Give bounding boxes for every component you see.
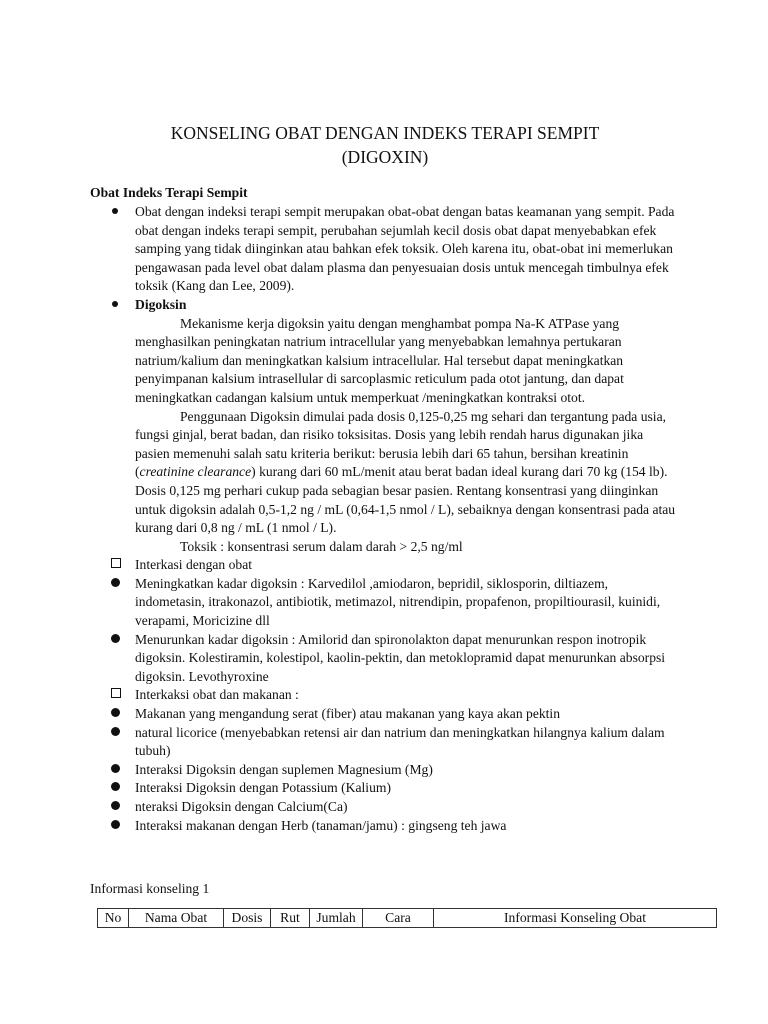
table-header-cell: Informasi Konseling Obat (434, 909, 717, 928)
list-item-interaksi-makanan (90, 686, 680, 705)
list-item-digoksin (90, 296, 680, 556)
bullet-icon (110, 296, 130, 315)
table-header-row (98, 909, 717, 928)
page-title (90, 121, 680, 169)
checkbox-icon (110, 556, 130, 575)
list-item: nteraksi Digoksin dengan Calcium(Ca) (90, 798, 680, 817)
list-item: Interaksi Digoksin dengan suplemen Magnesium (Mg) (90, 761, 680, 780)
paragraph-intro: Obat dengan indeksi terapi sempit merupakan obat-obat dengan batas keamanan yang sempit. Pada obat dengan indeks terapi sempit, perubahan sejumlah kecil dosis obat dapat menyebabkan efek samping yang tidak diinginkan atau bahkan efek toksik. Oleh karena itu, obat-obat ini memerlukan pengawasan pada level obat dalam plasma dan penyesuaian dosis untuk mencegah timbulnya efek toksik (Kang dan Lee, 2009). (135, 204, 675, 294)
bullet-icon (110, 631, 130, 650)
table-header-cell: Nama Obat (129, 909, 224, 928)
checkbox-icon (110, 686, 130, 705)
list-item: Menurunkan kadar digoksin : Amilorid dan spironolakton dapat menurunkan respon inotropik digoksin. Kolestiramin, kolestipol, kaolin-pektin, dan metoklopramid dapat menurunkan absorpsi digoksin. Levothyroxine (90, 631, 680, 687)
table-header-cell: No (98, 909, 129, 928)
list-item: Meningkatkan kadar digoksin : Karvedilol ,amiodaron, bepridil, siklosporin, diltiazem, indometasin, itrakonazol, antibiotik, metimazol, nitrendipin, propafenon, propiltiourasil, kuinidi, verapami, Moricizine dll (90, 575, 680, 631)
section-heading: Obat Indeks Terapi Sempit (90, 185, 248, 200)
paragraph-mekanisme: Mekanisme kerja digoksin yaitu dengan menghambat pompa Na-K ATPase yang menghasilkan peningkatan natrium intracellular yang menyebabkan lemahnya pertukaran natrium/kalium dan meningkatkan kalsium intracellular. Hal tersebut dapat meningkatkan penyimpanan kalsium intrasellular di sarcoplasmic reticulum pada otot jantung, dan dapat meningkatkan cadangan kalsium untuk memperkuat /meningkatkan kontraksi otot. (135, 315, 624, 405)
title-line-2: (DIGOXIN) (341, 147, 429, 167)
table-header-cell: Rut (271, 909, 310, 928)
paragraph-toksik: Toksik : konsentrasi serum dalam darah > 2,5 ng/ml (180, 538, 463, 554)
list-item: Makanan yang mengandung serat (fiber) atau makanan yang kaya akan pektin (90, 705, 680, 724)
bullet-icon (110, 761, 130, 780)
bullet-icon (110, 203, 130, 222)
interaksi-makanan-label: Interkaksi obat dan makanan : (135, 687, 299, 703)
table-header-cell: Dosis (224, 909, 271, 928)
info-konseling-label: Informasi konseling 1 (90, 881, 210, 896)
list-item: natural licorice (menyebabkan retensi air dan natrium dan meningkatkan hilangnya kalium dalam tubuh) (90, 724, 680, 761)
paragraph-penggunaan: Penggunaan Digoksin dimulai pada dosis 0,125-0,25 mg sehari dan tergantung pada usia, fungsi ginjal, berat badan, dan risiko toksisitas. Dosis yang lebih rendah harus digunakan jika pasien memenuhi salah satu kriteria berikut: berusia lebih dari 65 tahun, bersihan kreatinin (creatinine clearance) kurang dari 60 mL/menit atau berat badan ideal kurang dari 70 kg (154 lb). Dosis 0,125 mg perhari cukup pada sebagian besar pasien. Rentang konsentrasi yang diinginkan untuk digoksin adalah 0,5-1,2 ng / mL (0,64-1,5 nmol / L), sebaiknya dengan konsentrasi pada atau kurang dari 0,8 ng / mL (1 nmol / L). (135, 408, 676, 536)
bullet-icon (110, 724, 130, 743)
title-line-1: KONSELING OBAT DENGAN INDEKS TERAPI SEMPIT (170, 123, 600, 143)
list-item: Interaksi Digoksin dengan Potassium (Kalium) (90, 779, 680, 798)
bullet-icon (110, 705, 130, 724)
list-item-intro (90, 203, 680, 296)
info-konseling-table (97, 908, 717, 928)
bullet-icon (110, 798, 130, 817)
bullet-icon (110, 779, 130, 798)
bullet-icon (110, 575, 130, 594)
interaksi-obat-label: Interkasi dengan obat (135, 557, 253, 573)
list-item-interaksi-obat (90, 556, 680, 575)
table-header-cell: Cara (363, 909, 434, 928)
table-header-cell: Jumlah (310, 909, 363, 928)
digoksin-heading: Digoksin (135, 296, 187, 312)
document-body (90, 203, 680, 835)
bullet-icon (110, 817, 130, 836)
list-item: Interaksi makanan dengan Herb (tanaman/jamu) : gingseng teh jawa (90, 817, 680, 836)
